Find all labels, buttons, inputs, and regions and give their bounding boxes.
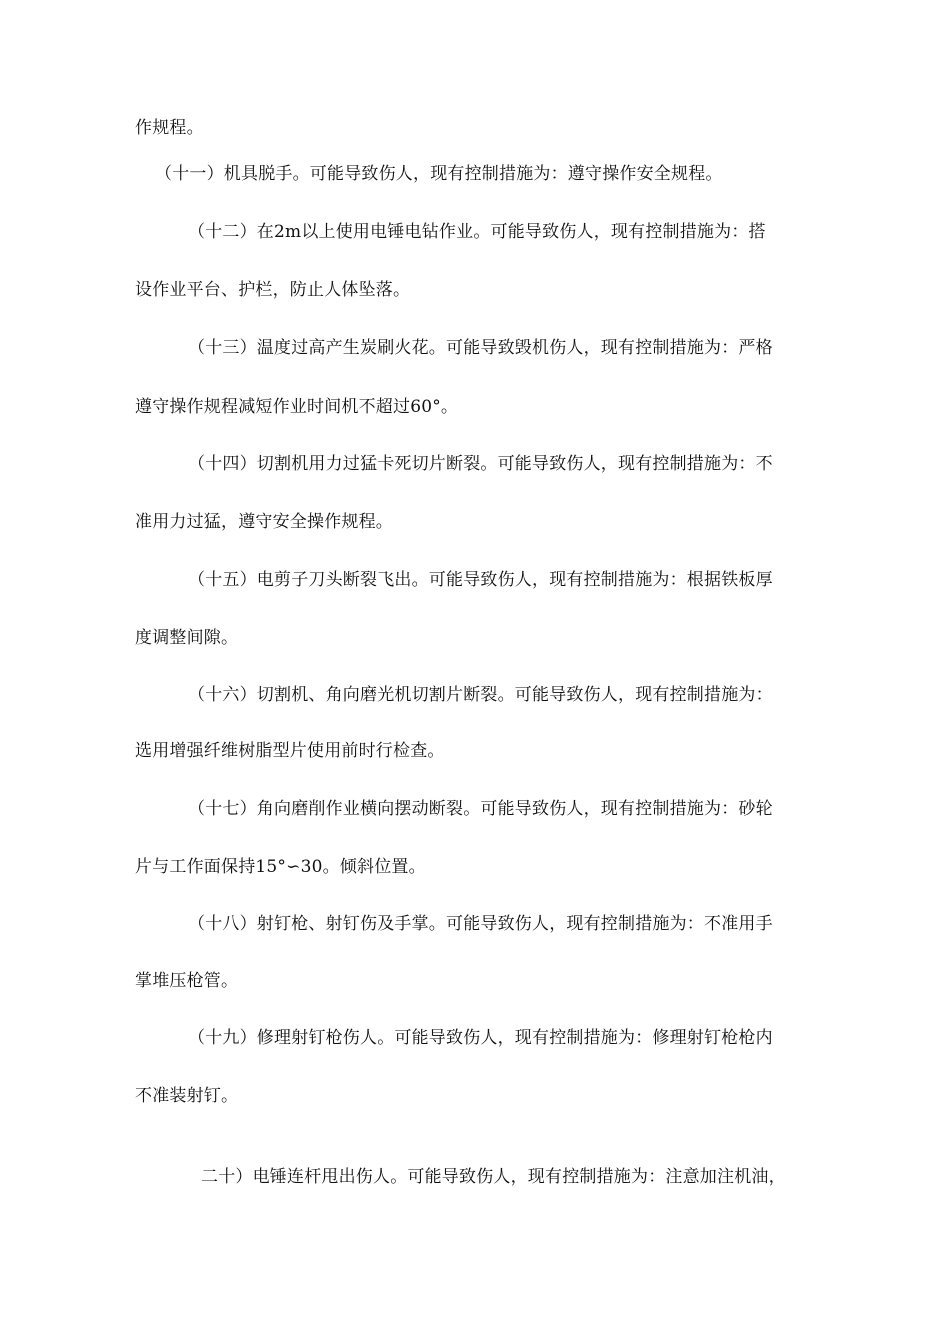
paragraph-19-line-2: 不准装射钉。 (135, 1086, 239, 1106)
paragraph-17-line-1: （十七）角向磨削作业横向摆动断裂。可能导致伤人，现有控制措施为：砂轮 (188, 799, 773, 819)
paragraph-15-line-2: 度调整间隙。 (135, 628, 239, 648)
paragraph-20: 二十）电锤连杆甩出伤人。可能导致伤人，现有控制措施为：注意加注机油， (201, 1167, 786, 1187)
paragraph-10-line-2: 作规程。 (135, 118, 204, 138)
paragraph-11: （十一）机具脱手。可能导致伤人，现有控制措施为：遵守操作安全规程。 (155, 164, 723, 184)
paragraph-18-line-2: 掌堆压枪管。 (135, 971, 239, 991)
paragraph-14-line-2: 准用力过猛，遵守安全操作规程。 (135, 512, 393, 532)
paragraph-12-line-1: （十二）在2m以上使用电锤电钻作业。可能导致伤人，现有控制措施为：搭 (188, 222, 766, 242)
paragraph-16-line-1: （十六）切割机、角向磨光机切割片断裂。可能导致伤人，现有控制措施为： (188, 685, 773, 705)
paragraph-17-line-2: 片与工作面保持15°∽30。倾斜位置。 (135, 857, 426, 877)
paragraph-13-line-1: （十三）温度过高产生炭刷火花。可能导致毁机伤人，现有控制措施为：严格 (188, 338, 773, 358)
paragraph-15-line-1: （十五）电剪子刀头断裂飞出。可能导致伤人，现有控制措施为：根据铁板厚 (188, 570, 773, 590)
paragraph-12-line-2: 设作业平台、护栏，防止人体坠落。 (135, 280, 411, 300)
paragraph-18-line-1: （十八）射钉枪、射钉伤及手掌。可能导致伤人，现有控制措施为：不准用手 (188, 914, 773, 934)
paragraph-19-line-1: （十九）修理射钉枪伤人。可能导致伤人，现有控制措施为：修理射钉枪枪内 (188, 1028, 773, 1048)
paragraph-16-line-2: 选用增强纤维树脂型片使用前时行检查。 (135, 741, 445, 761)
paragraph-13-line-2: 遵守操作规程减短作业时间机不超过60°。 (135, 397, 459, 417)
paragraph-14-line-1: （十四）切割机用力过猛卡死切片断裂。可能导致伤人，现有控制措施为：不 (188, 454, 773, 474)
